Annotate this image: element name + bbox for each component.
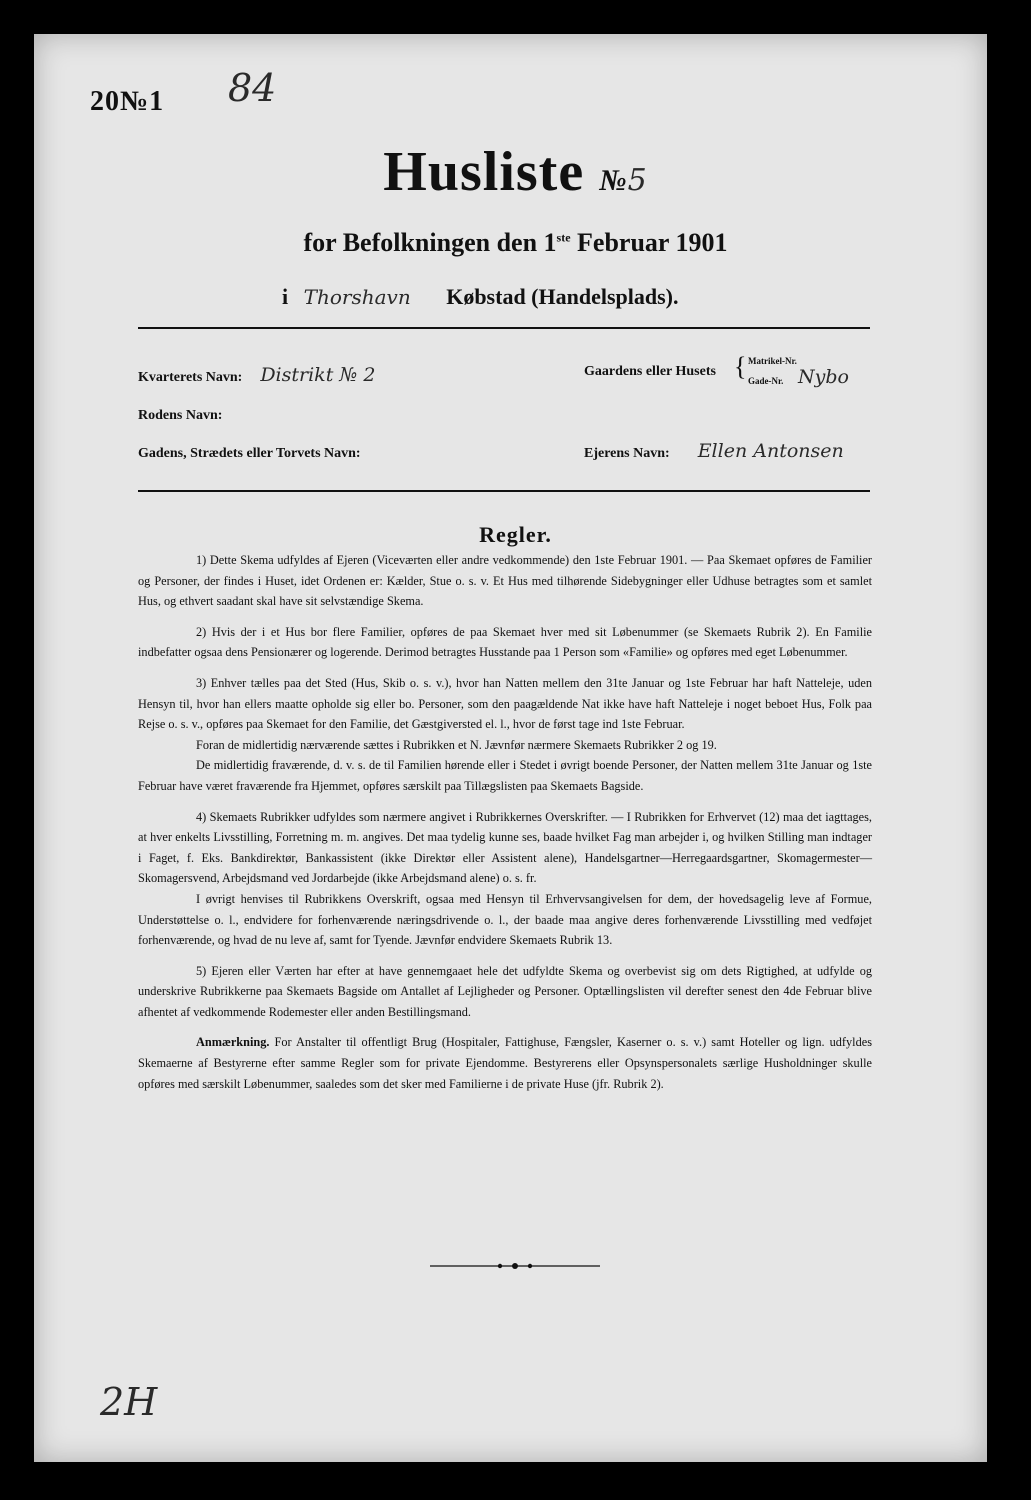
number-sign: №: [599, 164, 628, 197]
ejer-value: Ellen Antonsen: [697, 440, 844, 462]
corner-stamp-number: 20№1: [90, 86, 165, 117]
ornament-divider: [430, 1262, 600, 1270]
rule-3: 3) Enhver tælles paa det Sted (Hus, Skib o. s. v.), hvor han Natten mellem den 31te Januar og 1ste Februar har haft Natteleje, uden Hensyn til, hvor han ellers maatte opholde sig eller bo. Personer, som den paagældende Nat ikke have haft Natteleje i noget beboet Hus, Folk paa Rejse o. s. v., opføres paa Skemaet for den Familie, det Gæstgiversted el. l., hvor de først tage ind 1ste Februar.: [138, 675, 872, 732]
rules-body: [138, 550, 872, 1104]
rule-1: 1) Dette Skema udfyldes af Ejeren (Viceværten eller andre vedkommende) den 1ste Februar 1901. — Paa Skemaet opføres de Familier og Personer, der findes i Huset, idet Ordenen er: Kælder, Stue o. s. v. Et Hus med tilhørende Sidebygninger eller Udhuse betragtes som et samlet Hus, og ethvert saadant skal have sit selvstændige Skema.: [138, 553, 872, 609]
gade-nr-value: Nybo: [798, 366, 849, 388]
annotation-note: [138, 1032, 872, 1094]
rule-5: 5) Ejeren eller Værten har efter at have gennemgaaet hele det udfyldte Skema og overbevist sig om dets Rigtighed, at udfylde og underskrive Rubrikkerne paa Skemaets Bagside om Antallet af Lejligheder og Personer. Optællingslisten vil derefter senest den 4de Februar blive afhentet af vedkommende Rodemester eller anden Bestillingsmand.: [138, 963, 872, 1019]
kvarter-label: Kvarterets Navn:: [138, 370, 243, 385]
rules-heading: Regler.: [479, 522, 552, 547]
subtitle-prefix: for Befolkningen den 1: [303, 228, 557, 257]
corner-handwritten-number: 84: [228, 66, 277, 110]
city-prefix: i: [282, 284, 289, 309]
kvarter-value: Distrikt № 2: [260, 364, 376, 386]
list-number: 5: [627, 163, 648, 198]
rode-label: Rodens Navn:: [138, 408, 223, 423]
gaard-label: Gaardens eller Husets: [584, 364, 716, 379]
rule-4b: I øvrigt henvises til Rubrikkens Overskrift, ogsaa med Hensyn til Erhvervsangivelsen for dem, der hovedsagelig leve af Formue, Understøttelse o. l., endvidere for forhenværende næringsdrivende o. l., der baade maa angive deres forhenværende Livsstilling med vedføjet forhenværende, og hvad de nu leve af, samt for Tyende. Jævnfør endvidere Skemaets Rubrik 13.: [138, 891, 872, 948]
kvarter-field: [138, 364, 375, 386]
census-subtitle: [0, 228, 1031, 258]
gade-nr-label: Gade-Nr.: [748, 376, 784, 386]
bottom-handwritten-note: 2H: [100, 1380, 158, 1424]
title-text: Husliste: [383, 141, 585, 203]
rule-3b: Foran de midlertidig nærværende sættes i Rubrikken et N. Jævnfør nærmere Skemaets Rubrikker 2 og 19.: [196, 737, 717, 752]
subtitle-suffix: Februar 1901: [570, 228, 728, 257]
city-suffix: Købstad (Handelsplads).: [446, 284, 679, 309]
ejer-field: [584, 440, 844, 462]
matrikel-label: Matrikel-Nr.: [748, 356, 797, 366]
fields-divider: [138, 490, 870, 492]
city-value: Thorshavn: [303, 285, 411, 309]
rule-4: 4) Skemaets Rubrikker udfyldes som nærmere angivet i Rubrikkernes Overskrifter. — I Rubrikken for Erhvervet (12) maa det iagttages, at hver enkelts Livsstilling, Forretning m. m. angives. Det maa tydelig kunne ses, baade hvilket Fag man arbejder i, og hvilken Stilling man indtager i Faget, f. Eks. Bankdirektør, Bankassistent (ikke Direktør eller Assistent alene), Handelsgartner—Herregaardsgartner, Skomagermester—Skomagersvend, Arbejdsmand ved Jordarbejde (ikke Arbejdsmand alene) o. s. fr.: [138, 809, 872, 886]
city-line: [282, 284, 679, 310]
ejer-label: Ejerens Navn:: [584, 446, 670, 461]
document-title: [0, 140, 1031, 204]
gade-name-label: Gadens, Strædets eller Torvets Navn:: [138, 446, 361, 461]
brace-icon: {: [734, 352, 747, 381]
annotation-label: Anmærkning.: [196, 1035, 270, 1050]
header-divider: [138, 327, 870, 329]
rule-2: 2) Hvis der i et Hus bor flere Familier, opføres de paa Skemaet hver med sit Løbenummer (se Skemaets Rubrik 2). En Familie indbefatter ogsaa dens Pensionærer og logerende. Derimod betragtes Husstande paa 1 Person som «Familie» og opføres med eget Løbenummer.: [138, 624, 872, 660]
annotation-text: For Anstalter til offentligt Brug (Hospitaler, Fattighuse, Fængsler, Kaserner o. s. v.) samt Hoteller og lign. udfyldes Skemaerne af Bestyrerne efter samme Regler som for private Ejendomme. Bestyrerens eller Opsynspersonalets særlige Husholdninger skulle opføres med særskilt Løbenummer, saaledes som det sker med Familierne i de private Huse (jfr. Rubrik 2).: [138, 1035, 872, 1091]
subtitle-sup: ste: [556, 230, 571, 245]
rule-3c: De midlertidig fraværende, d. v. s. de til Familien hørende eller i Stedet i øvrigt boende Personer, der Natten mellem 31te Januar og 1ste Februar have været fraværende fra Hjemmet, opføres særskilt paa Tillægslisten paa Skemaets Bagside.: [138, 758, 872, 793]
